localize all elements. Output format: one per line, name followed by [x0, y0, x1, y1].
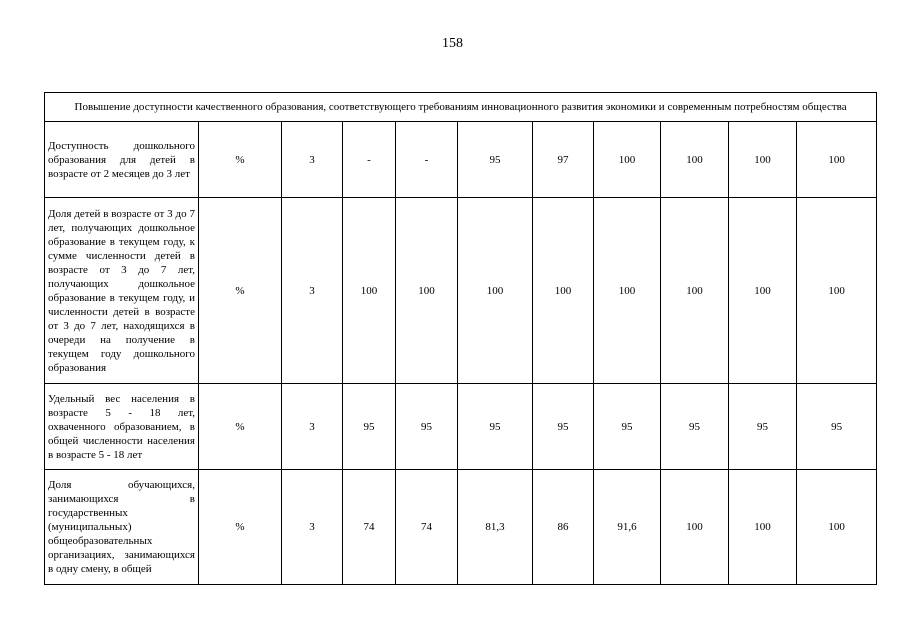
- value-cell: 81,3: [458, 470, 533, 585]
- value-cell: 100: [797, 470, 877, 585]
- value-cell: 86: [533, 470, 594, 585]
- indicator-name: Удельный вес населения в возрасте 5 - 18 лет, охваченного образованием, в общей численности населения в возрасте 5 - 18 лет: [45, 384, 199, 470]
- code-cell: 3: [282, 198, 343, 384]
- code-cell: 3: [282, 122, 343, 198]
- value-cell: 95: [594, 384, 661, 470]
- indicator-name: Доля детей в возрасте от 3 до 7 лет, получающих дошкольное образование в текущем году, к сумме численности детей в возрасте от 3 до 7 лет, получающих дошкольное образование в текущем году, и численности детей в возрасте от 3 до 7 лет, находящихся в очереди на получение в текущем году дошкольного образования: [45, 198, 199, 384]
- value-cell: 100: [458, 198, 533, 384]
- value-cell: 100: [594, 198, 661, 384]
- value-cell: 95: [343, 384, 396, 470]
- value-cell: -: [396, 122, 458, 198]
- table-row: [45, 384, 877, 470]
- value-cell: 100: [533, 198, 594, 384]
- value-cell: 100: [661, 198, 729, 384]
- value-cell: 100: [797, 122, 877, 198]
- table-row: [45, 470, 877, 585]
- value-cell: 100: [729, 470, 797, 585]
- value-cell: 95: [729, 384, 797, 470]
- table-row: [45, 198, 877, 384]
- section-row: [45, 93, 877, 122]
- value-cell: 91,6: [594, 470, 661, 585]
- unit-cell: %: [199, 198, 282, 384]
- unit-cell: %: [199, 122, 282, 198]
- value-cell: 95: [533, 384, 594, 470]
- value-cell: 100: [797, 198, 877, 384]
- value-cell: 74: [396, 470, 458, 585]
- code-cell: 3: [282, 470, 343, 585]
- code-cell: 3: [282, 384, 343, 470]
- value-cell: 95: [396, 384, 458, 470]
- value-cell: 100: [729, 198, 797, 384]
- value-cell: 100: [661, 122, 729, 198]
- value-cell: 100: [729, 122, 797, 198]
- indicator-name: Доля обучающихся, занимающихся в государственных (муниципальных) общеобразовательных организациях, занимающихся в одну смену, в общей: [45, 470, 199, 585]
- table-row: [45, 122, 877, 198]
- value-cell: 100: [594, 122, 661, 198]
- value-cell: 97: [533, 122, 594, 198]
- indicators-table: [44, 92, 877, 585]
- value-cell: 95: [661, 384, 729, 470]
- value-cell: 100: [343, 198, 396, 384]
- value-cell: 100: [396, 198, 458, 384]
- indicator-name: Доступность дошкольного образования для детей в возрасте от 2 месяцев до 3 лет: [45, 122, 199, 198]
- section-title: Повышение доступности качественного образования, соответствующего требованиям инновационного развития экономики и современным потребностям общества: [45, 93, 877, 122]
- value-cell: -: [343, 122, 396, 198]
- value-cell: 95: [458, 384, 533, 470]
- value-cell: 100: [661, 470, 729, 585]
- unit-cell: %: [199, 470, 282, 585]
- page-number: 158: [442, 36, 463, 51]
- value-cell: 74: [343, 470, 396, 585]
- value-cell: 95: [797, 384, 877, 470]
- value-cell: 95: [458, 122, 533, 198]
- unit-cell: %: [199, 384, 282, 470]
